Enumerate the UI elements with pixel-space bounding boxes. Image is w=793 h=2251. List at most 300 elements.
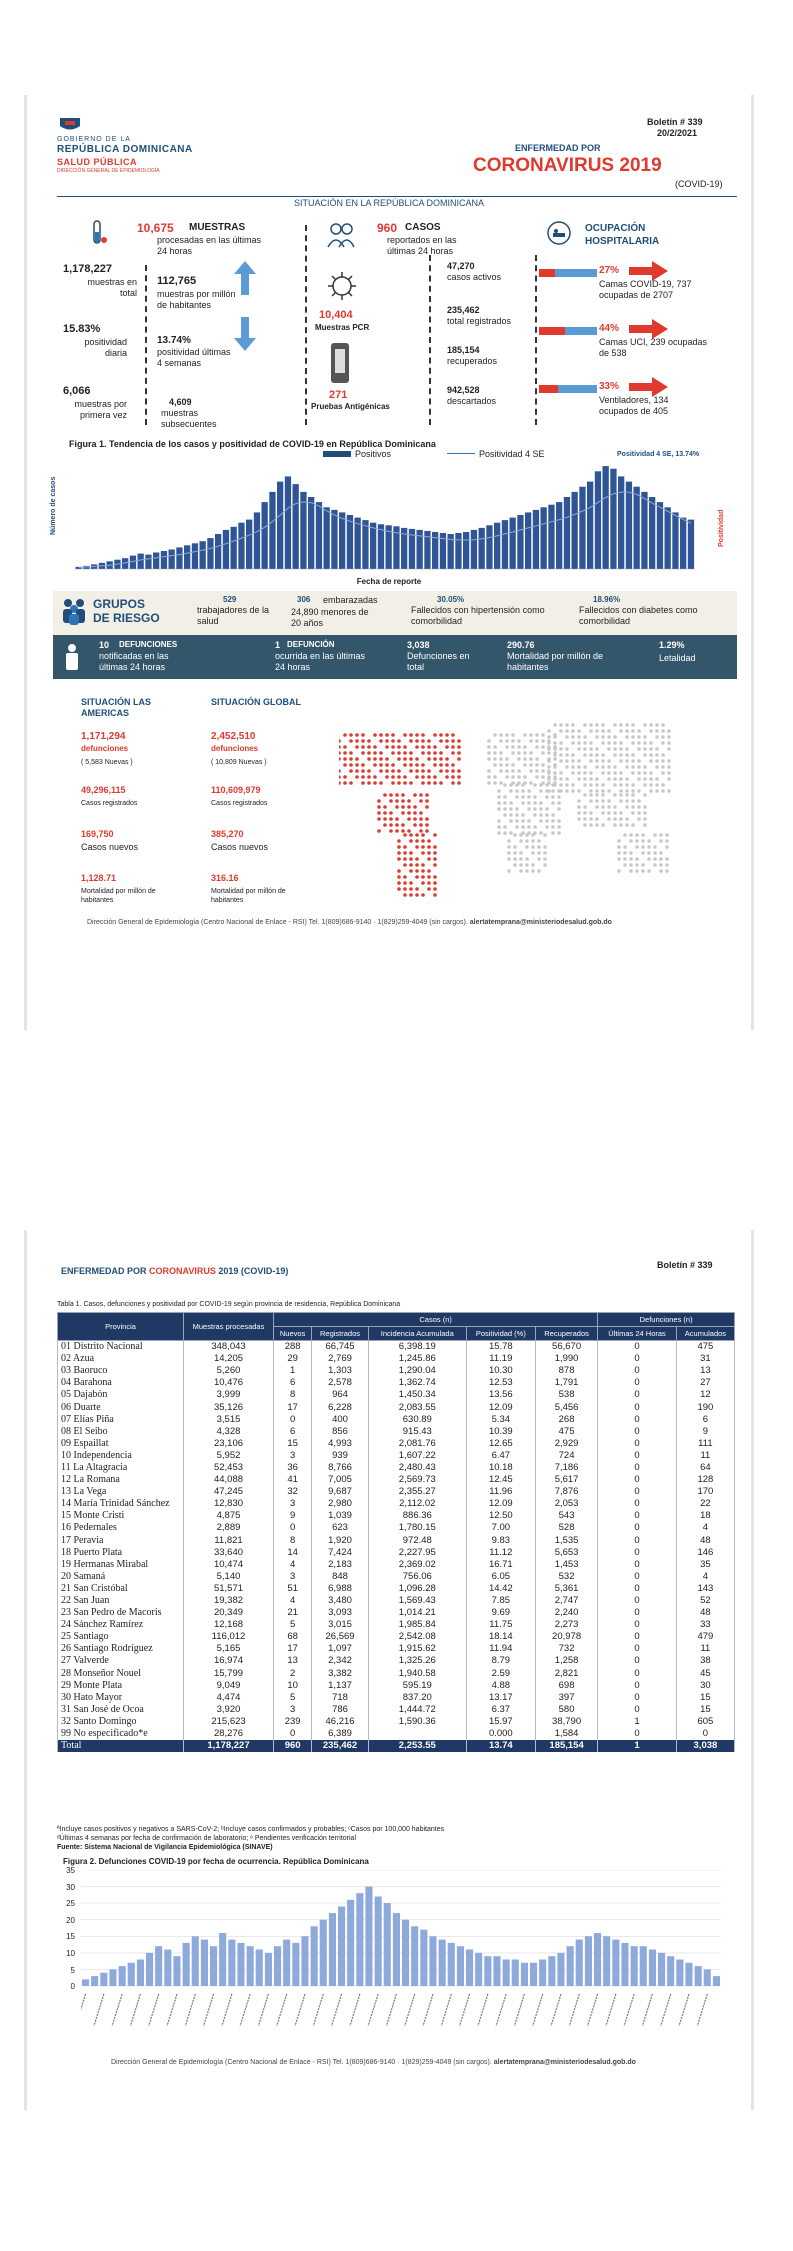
map-dot xyxy=(427,887,431,891)
map-dot xyxy=(531,869,535,873)
chart-bar xyxy=(695,1966,702,1986)
chart-bar xyxy=(247,1946,254,1986)
map-dot xyxy=(625,735,629,739)
table-cell: 32 xyxy=(274,1486,312,1498)
map-dot xyxy=(667,735,671,739)
map-dot xyxy=(595,823,599,827)
table-cell: 1,535 xyxy=(535,1534,597,1546)
table-row xyxy=(58,1655,735,1667)
table-cell: 856 xyxy=(312,1425,369,1437)
map-dot xyxy=(397,775,401,779)
map-dot xyxy=(659,833,663,837)
map-dot xyxy=(545,783,549,787)
table-cell: 3,515 xyxy=(184,1413,274,1425)
table-cell: 5 xyxy=(274,1691,312,1703)
map-dot xyxy=(409,739,413,743)
map-dot xyxy=(557,825,561,829)
map-dot xyxy=(539,789,543,793)
map-dot xyxy=(425,829,429,833)
table-cell: 10,476 xyxy=(184,1377,274,1389)
table-cell: 26 Santiago Rodríguez xyxy=(58,1643,184,1655)
map-dot xyxy=(619,753,623,757)
chart-bar xyxy=(672,512,678,569)
map-dot xyxy=(653,845,657,849)
table-row xyxy=(58,1570,735,1582)
positividad-diaria-number: 15.83% xyxy=(63,323,101,335)
map-dot xyxy=(395,793,399,797)
table-cell: 595.19 xyxy=(368,1679,466,1691)
map-dot xyxy=(397,851,401,855)
table-cell: 756.06 xyxy=(368,1570,466,1582)
map-dot xyxy=(507,839,511,843)
map-dot xyxy=(619,741,623,745)
map-dot xyxy=(631,793,635,797)
chart-bar xyxy=(201,1940,208,1986)
map-dot xyxy=(427,781,431,785)
map-dot xyxy=(565,777,569,781)
map-dot xyxy=(595,817,599,821)
table-row xyxy=(58,1703,735,1715)
th-acumulados: Acumulados xyxy=(676,1327,734,1341)
chart-bar xyxy=(680,518,686,569)
table-cell: 12.45 xyxy=(466,1474,535,1486)
map-dot xyxy=(427,857,431,861)
map-dot xyxy=(403,833,407,837)
map-dot xyxy=(537,839,541,843)
table-cell: 48 xyxy=(676,1534,734,1546)
map-dot xyxy=(595,805,599,809)
map-dot xyxy=(515,795,519,799)
map-dot xyxy=(517,757,521,761)
map-dot xyxy=(427,869,431,873)
map-dot xyxy=(379,757,383,761)
table-cell: 11.94 xyxy=(466,1643,535,1655)
map-dot xyxy=(355,757,359,761)
map-dot xyxy=(601,741,605,745)
map-dot xyxy=(649,777,653,781)
table-cell: 848 xyxy=(312,1570,369,1582)
arrow-right-icon xyxy=(652,319,668,339)
chart-bar xyxy=(493,1956,500,1986)
table-cell: 3 xyxy=(274,1570,312,1582)
table-cell: 7,876 xyxy=(535,1486,597,1498)
table-cell: 12.09 xyxy=(466,1498,535,1510)
x-tick-mark xyxy=(441,1994,451,2026)
map-dot xyxy=(339,757,341,761)
arrow-up-icon xyxy=(234,261,256,295)
map-dot xyxy=(509,819,513,823)
table-cell: 29 xyxy=(274,1353,312,1365)
map-dot xyxy=(619,729,623,733)
table-note-3: Fuente: Sistema Nacional de Vigilancia Epidemiológica (SINAVE) xyxy=(57,1844,273,1851)
map-dot xyxy=(643,793,647,797)
defunciones-total-number: 3,038 xyxy=(407,640,430,650)
map-dot xyxy=(349,739,353,743)
map-dot xyxy=(535,763,539,767)
map-dot xyxy=(403,863,407,867)
map-dot xyxy=(601,799,605,803)
map-dot xyxy=(531,833,535,837)
table-cell: 5.34 xyxy=(466,1413,535,1425)
table-row xyxy=(58,1679,735,1691)
table-cell: 5,952 xyxy=(184,1449,274,1461)
y-tick-label: 0 xyxy=(70,1982,75,1992)
map-dot xyxy=(553,771,557,775)
map-dot xyxy=(379,769,383,773)
table-cell: 0 xyxy=(598,1582,677,1594)
table-cell: 44,088 xyxy=(184,1474,274,1486)
defuncion-ocurrida-sub: ocurrida en las últimas 24 horas xyxy=(275,651,366,672)
table-cell: 11.75 xyxy=(466,1619,535,1631)
map-dot xyxy=(595,765,599,769)
map-dot xyxy=(577,741,581,745)
map-dot xyxy=(487,769,491,773)
map-dot xyxy=(533,795,537,799)
map-dot xyxy=(487,781,491,785)
chart-bar xyxy=(479,528,485,569)
map-dot xyxy=(521,789,525,793)
legend-positivos: Positivos xyxy=(355,449,392,459)
map-dot xyxy=(629,857,633,861)
chart-bar xyxy=(300,492,306,569)
chart-bar xyxy=(254,512,260,569)
table-row xyxy=(58,1389,735,1401)
table-cell: 10.18 xyxy=(466,1461,535,1473)
global-defunciones-label: defunciones xyxy=(211,744,259,753)
table-cell: 25 Santiago xyxy=(58,1631,184,1643)
map-dot xyxy=(509,801,513,805)
casos-number: 960 xyxy=(377,221,398,235)
map-dot xyxy=(487,751,491,755)
table-cell: 24 Sánchez Ramírez xyxy=(58,1619,184,1631)
chart-bar xyxy=(634,487,640,569)
map-dot xyxy=(531,839,535,843)
table-cell: 17 xyxy=(274,1643,312,1655)
map-dot xyxy=(487,775,491,779)
map-dot xyxy=(427,757,431,761)
map-dot xyxy=(631,799,635,803)
map-dot xyxy=(397,757,401,761)
map-dot xyxy=(507,869,511,873)
map-dot xyxy=(439,733,443,737)
map-dot xyxy=(589,783,593,787)
x-tick-mark xyxy=(130,1994,140,2026)
map-dot xyxy=(409,781,413,785)
map-dot xyxy=(367,757,371,761)
figure2-y-axis xyxy=(57,1866,77,1996)
map-dot xyxy=(539,813,543,817)
map-dot xyxy=(643,805,647,809)
table-cell: 1,290.04 xyxy=(368,1365,466,1377)
table-cell: 0 xyxy=(598,1691,677,1703)
map-dot xyxy=(515,813,519,817)
map-dot xyxy=(515,783,519,787)
table-note-2: ᵈÚltimas 4 semanas por fecha de confirmación de laboratorio; ᵉ Pendientes verificación territorial xyxy=(57,1835,356,1842)
registrados-number: 235,462 xyxy=(447,305,480,315)
map-dot xyxy=(551,819,555,823)
table-note-1: ªIncluye casos positivos y negativos a SARS-CoV-2; ᵇIncluye casos confirmados y probables; ᶜCasos por 100,000 habitantes xyxy=(57,1826,445,1833)
map-dot xyxy=(635,857,639,861)
map-dot xyxy=(557,831,561,835)
map-dot xyxy=(361,769,365,773)
table-cell: 08 El Seibo xyxy=(58,1425,184,1437)
chart-bar xyxy=(365,1887,372,1986)
chart-bar xyxy=(603,466,609,569)
map-dot xyxy=(505,733,509,737)
map-dot xyxy=(583,823,587,827)
table-cell: 6.47 xyxy=(466,1449,535,1461)
map-dot xyxy=(525,839,529,843)
map-dot xyxy=(565,747,569,751)
map-dot xyxy=(601,735,605,739)
map-dot xyxy=(425,817,429,821)
enfermedad-label: ENFERMEDAD POR xyxy=(515,143,601,153)
map-dot xyxy=(535,739,539,743)
x-tick-mark xyxy=(94,1994,104,2026)
chart-bar xyxy=(517,515,523,569)
map-dot xyxy=(397,781,401,785)
x-tick-mark xyxy=(167,1994,177,2026)
legend-swatch-positivos xyxy=(323,451,351,457)
th-provincia: Provincia xyxy=(58,1313,184,1341)
table-cell: 605 xyxy=(676,1715,734,1727)
table-cell: 1,780.15 xyxy=(368,1522,466,1534)
map-dot xyxy=(415,763,419,767)
table-cell: 6,389 xyxy=(312,1728,369,1740)
page1-footer xyxy=(87,918,612,927)
map-dot xyxy=(601,789,605,793)
chart-bar xyxy=(324,507,330,569)
map-dot xyxy=(383,793,387,797)
table-row xyxy=(58,1558,735,1570)
map-dot xyxy=(647,839,651,843)
chart-bar xyxy=(169,550,175,570)
chart-bar xyxy=(119,1966,126,1986)
map-dot xyxy=(661,735,665,739)
map-dot xyxy=(513,851,517,855)
chart-bar xyxy=(145,555,151,569)
map-dot xyxy=(379,781,383,785)
map-dot xyxy=(361,781,365,785)
chart-bar xyxy=(347,515,353,569)
map-dot xyxy=(503,807,507,811)
map-dot xyxy=(559,729,563,733)
chart-bar xyxy=(631,1946,638,1986)
table-cell: 7.85 xyxy=(466,1594,535,1606)
figure1-corner-label: Positividad 4 SE, 13.74% xyxy=(617,451,700,458)
map-dot xyxy=(519,851,523,855)
map-dot xyxy=(433,893,437,897)
map-dot xyxy=(503,831,507,835)
map-dot xyxy=(553,757,557,761)
grupo3-number: 30.05% xyxy=(437,595,465,604)
chart-bar xyxy=(548,505,554,569)
table-cell: 4 xyxy=(274,1558,312,1570)
table-cell: 5,140 xyxy=(184,1570,274,1582)
table-cell: 15 Monte Cristi xyxy=(58,1510,184,1522)
table-row xyxy=(58,1534,735,1546)
map-dot xyxy=(649,753,653,757)
map-dot xyxy=(529,739,533,743)
table-cell: 0 xyxy=(598,1486,677,1498)
map-dot xyxy=(661,741,665,745)
table-cell: 1,920 xyxy=(312,1534,369,1546)
table-cell: 13 La Vega xyxy=(58,1486,184,1498)
table-cell: 2,929 xyxy=(535,1437,597,1449)
th-incidencia: Incidencia Acumulada xyxy=(368,1327,466,1341)
map-dot xyxy=(385,775,389,779)
table-cell: 2,369.02 xyxy=(368,1558,466,1570)
chart-bar xyxy=(200,541,206,569)
table-row xyxy=(58,1643,735,1655)
arrow-shaft xyxy=(629,325,653,333)
map-dot xyxy=(373,733,377,737)
map-dot xyxy=(631,753,635,757)
map-dot xyxy=(601,723,605,727)
map-dot xyxy=(427,775,431,779)
map-dot xyxy=(553,723,557,727)
table-cell: 960 xyxy=(274,1740,312,1752)
map-dot xyxy=(541,739,545,743)
map-dot xyxy=(391,775,395,779)
map-dot xyxy=(403,757,407,761)
map-dot xyxy=(511,745,515,749)
map-dot xyxy=(551,825,555,829)
map-dot xyxy=(589,793,593,797)
table-cell: 4 xyxy=(676,1570,734,1582)
table-cell: 52 xyxy=(676,1594,734,1606)
table-cell: 26,569 xyxy=(312,1631,369,1643)
chart-bar xyxy=(572,492,578,569)
table-cell: 0 xyxy=(598,1558,677,1570)
map-dot xyxy=(413,805,417,809)
map-dot xyxy=(355,775,359,779)
table-cell: 580 xyxy=(535,1703,597,1715)
x-tick-mark xyxy=(81,1994,86,2026)
map-dot xyxy=(385,733,389,737)
map-dot xyxy=(607,735,611,739)
table-cell: 1,444.72 xyxy=(368,1703,466,1715)
table-cell: 886.36 xyxy=(368,1510,466,1522)
map-dot xyxy=(527,825,531,829)
map-dot xyxy=(601,793,605,797)
chart-bar xyxy=(265,1953,272,1986)
map-dot xyxy=(397,857,401,861)
table-cell: 4 xyxy=(274,1594,312,1606)
map-dot xyxy=(355,739,359,743)
table-cell xyxy=(368,1728,466,1740)
map-dot xyxy=(339,775,341,779)
map-dot xyxy=(601,783,605,787)
figure1-title: Figura 1. Tendencia de los casos y positividad de COVID-19 en República Dominicana xyxy=(69,439,436,449)
map-dot xyxy=(421,839,425,843)
map-dot xyxy=(619,771,623,775)
map-dot xyxy=(499,739,503,743)
map-dot xyxy=(589,777,593,781)
map-dot xyxy=(415,875,419,879)
map-dot xyxy=(655,777,659,781)
footer-email[interactable]: alertatemprana@ministeriodesalud.gob.do xyxy=(493,2059,636,2066)
chart-bar xyxy=(564,497,570,569)
table-cell: 6 xyxy=(274,1377,312,1389)
map-dot xyxy=(427,739,431,743)
map-dot xyxy=(361,751,365,755)
map-dot xyxy=(637,817,641,821)
table-cell: 348,043 xyxy=(184,1341,274,1353)
chart-bar xyxy=(525,512,531,569)
chart-bar xyxy=(429,1936,436,1986)
map-dot xyxy=(571,753,575,757)
map-dot xyxy=(583,817,587,821)
map-dot xyxy=(643,747,647,751)
map-dot xyxy=(395,799,399,803)
arrow-shaft xyxy=(629,383,653,391)
table-row xyxy=(58,1582,735,1594)
chart-bar xyxy=(665,507,671,569)
map-dot xyxy=(505,745,509,749)
map-dot xyxy=(637,771,641,775)
map-dot xyxy=(421,881,425,885)
table-cell: 56,670 xyxy=(535,1341,597,1353)
map-dot xyxy=(445,745,449,749)
table-cell: 0 xyxy=(598,1594,677,1606)
map-dot xyxy=(637,789,641,793)
map-dot xyxy=(545,795,549,799)
map-dot xyxy=(631,771,635,775)
chart-bar xyxy=(539,1960,546,1987)
map-dot xyxy=(427,751,431,755)
chart-bar xyxy=(626,482,632,569)
map-dot xyxy=(619,777,623,781)
chart-bar xyxy=(676,1960,683,1987)
table-cell: 45 xyxy=(676,1667,734,1679)
map-dot xyxy=(349,757,353,761)
map-dot xyxy=(557,807,561,811)
global-nuevos-label: Casos nuevos xyxy=(211,842,269,852)
map-dot xyxy=(521,783,525,787)
casos-sub: reportados en las últimas 24 horas xyxy=(387,235,457,256)
recuperados-label: recuperados xyxy=(447,356,498,366)
map-dot xyxy=(427,851,431,855)
table-cell: 13.56 xyxy=(466,1389,535,1401)
table-cell: 6 xyxy=(676,1413,734,1425)
map-dot xyxy=(551,789,555,793)
map-dot xyxy=(631,765,635,769)
map-dot xyxy=(433,775,437,779)
chart-bar xyxy=(585,1936,592,1986)
map-dot xyxy=(667,729,671,733)
map-dot xyxy=(521,813,525,817)
table-cell: 397 xyxy=(535,1691,597,1703)
chart-bar xyxy=(393,1913,400,1986)
map-dot xyxy=(531,845,535,849)
table-cell: 185,154 xyxy=(535,1740,597,1752)
defuncion-ocurrida-number: 1 xyxy=(275,640,281,650)
map-dot xyxy=(631,741,635,745)
chart-bar xyxy=(238,523,244,569)
chart-bar xyxy=(155,1946,162,1986)
registrados-label: total registrados xyxy=(447,316,512,326)
activos-number: 47,270 xyxy=(447,261,475,271)
chart-bar xyxy=(378,524,384,569)
chart-bar xyxy=(293,484,299,569)
map-dot xyxy=(625,793,629,797)
map-dot xyxy=(343,751,347,755)
table-cell: 20,349 xyxy=(184,1607,274,1619)
table-row xyxy=(58,1449,735,1461)
footer-email[interactable]: alertatemprana@ministeriodesalud.gob.do xyxy=(469,919,612,926)
map-dot xyxy=(661,753,665,757)
